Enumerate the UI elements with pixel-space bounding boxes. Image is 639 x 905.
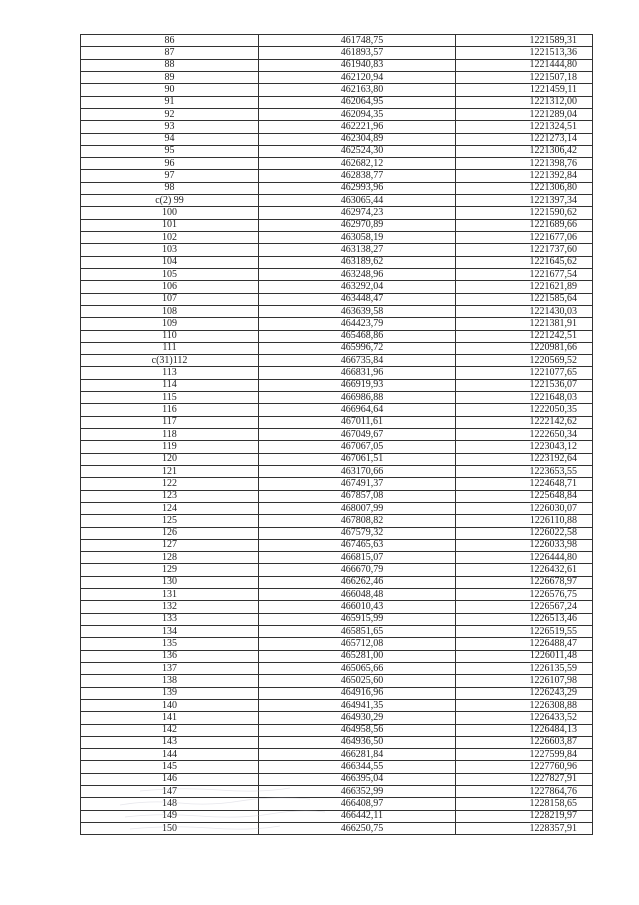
y-coordinate-cell: 1221645,62 [456,256,593,268]
y-coordinate-cell: 1222650,34 [456,429,593,441]
point-number-cell: 113 [81,367,259,379]
x-coordinate-cell: 467067,05 [259,441,456,453]
x-coordinate-cell: 465281,00 [259,650,456,662]
point-number-cell: 95 [81,145,259,157]
point-number-cell: 87 [81,47,259,59]
y-coordinate-cell: 1226603,87 [456,736,593,748]
point-number-cell: 121 [81,465,259,477]
x-coordinate-cell: 464423,79 [259,318,456,330]
y-coordinate-cell: 1226432,61 [456,564,593,576]
point-number-cell: 133 [81,613,259,625]
x-coordinate-cell: 462120,94 [259,71,456,83]
y-coordinate-cell: 1221430,03 [456,305,593,317]
point-number-cell: 147 [81,786,259,798]
table-row [81,318,593,330]
y-coordinate-cell: 1221306,42 [456,145,593,157]
point-number-cell: 94 [81,133,259,145]
x-coordinate-cell: 467011,61 [259,416,456,428]
table-row [81,650,593,662]
table-row [81,244,593,256]
table-row [81,170,593,182]
y-coordinate-cell: 1221306,80 [456,182,593,194]
point-number-cell: 142 [81,724,259,736]
x-coordinate-cell: 462094,35 [259,108,456,120]
x-coordinate-cell: 464941,35 [259,699,456,711]
table-row [81,712,593,724]
point-number-cell: 148 [81,798,259,810]
y-coordinate-cell: 1221507,18 [456,71,593,83]
x-coordinate-cell: 462524,30 [259,145,456,157]
y-coordinate-cell: 1221273,14 [456,133,593,145]
y-coordinate-cell: 1226444,80 [456,552,593,564]
table-row [81,47,593,59]
table-row [81,761,593,773]
point-number-cell: 119 [81,441,259,453]
x-coordinate-cell: 461748,75 [259,35,456,47]
point-number-cell: 128 [81,552,259,564]
table-row [81,773,593,785]
table-row [81,662,593,674]
point-number-cell: 91 [81,96,259,108]
table-row [81,133,593,145]
x-coordinate-cell: 466395,04 [259,773,456,785]
x-coordinate-cell: 466919,93 [259,379,456,391]
table-row [81,71,593,83]
point-number-cell: 131 [81,589,259,601]
x-coordinate-cell: 467579,32 [259,527,456,539]
point-number-cell: c(31)112 [81,355,259,367]
y-coordinate-cell: 1223192,64 [456,453,593,465]
point-number-cell: 126 [81,527,259,539]
x-coordinate-cell: 464958,56 [259,724,456,736]
table-row [81,552,593,564]
point-number-cell: 141 [81,712,259,724]
x-coordinate-cell: 462304,89 [259,133,456,145]
x-coordinate-cell: 463639,58 [259,305,456,317]
x-coordinate-cell: 465468,86 [259,330,456,342]
point-number-cell: 92 [81,108,259,120]
table-row [81,626,593,638]
y-coordinate-cell: 1228219,97 [456,810,593,822]
x-coordinate-cell: 466670,79 [259,564,456,576]
x-coordinate-cell: 465065,66 [259,662,456,674]
point-number-cell: 144 [81,749,259,761]
x-coordinate-cell: 465712,08 [259,638,456,650]
point-number-cell: 122 [81,478,259,490]
point-number-cell: 150 [81,823,259,835]
x-coordinate-cell: 466986,88 [259,392,456,404]
table-row [81,441,593,453]
point-number-cell: 93 [81,121,259,133]
table-row [81,232,593,244]
table-row [81,145,593,157]
table-row [81,687,593,699]
y-coordinate-cell: 1221398,76 [456,158,593,170]
x-coordinate-cell: 462064,95 [259,96,456,108]
table-row [81,195,593,207]
point-number-cell: 137 [81,662,259,674]
table-row [81,281,593,293]
y-coordinate-cell: 1221459,11 [456,84,593,96]
x-coordinate-cell: 462993,96 [259,182,456,194]
table-row [81,355,593,367]
x-coordinate-cell: 468007,99 [259,502,456,514]
y-coordinate-cell: 1228158,65 [456,798,593,810]
point-number-cell: 110 [81,330,259,342]
y-coordinate-cell: 1221677,06 [456,232,593,244]
table-row [81,798,593,810]
y-coordinate-cell: 1221590,62 [456,207,593,219]
table-row [81,527,593,539]
y-coordinate-cell: 1226107,98 [456,675,593,687]
point-number-cell: 127 [81,539,259,551]
y-coordinate-cell: 1221621,89 [456,281,593,293]
x-coordinate-cell: 466964,64 [259,404,456,416]
y-coordinate-cell: 1221677,54 [456,268,593,280]
table-row [81,786,593,798]
y-coordinate-cell: 1221289,04 [456,108,593,120]
y-coordinate-cell: 1221312,00 [456,96,593,108]
y-coordinate-cell: 1221536,07 [456,379,593,391]
y-coordinate-cell: 1228357,91 [456,823,593,835]
point-number-cell: 104 [81,256,259,268]
y-coordinate-cell: 1226011,48 [456,650,593,662]
x-coordinate-cell: 461940,83 [259,59,456,71]
point-number-cell: 143 [81,736,259,748]
x-coordinate-cell: 466250,75 [259,823,456,835]
y-coordinate-cell: 1221444,80 [456,59,593,71]
y-coordinate-cell: 1227599,84 [456,749,593,761]
point-number-cell: 105 [81,268,259,280]
table-row [81,736,593,748]
y-coordinate-cell: 1220569,52 [456,355,593,367]
y-coordinate-cell: 1221737,60 [456,244,593,256]
y-coordinate-cell: 1221589,31 [456,35,593,47]
point-number-cell: 136 [81,650,259,662]
coordinates-table [80,34,593,835]
table-row [81,699,593,711]
y-coordinate-cell: 1226484,13 [456,724,593,736]
table-row [81,219,593,231]
x-coordinate-cell: 464916,96 [259,687,456,699]
y-coordinate-cell: 1220981,66 [456,342,593,354]
x-coordinate-cell: 462838,77 [259,170,456,182]
x-coordinate-cell: 465851,65 [259,626,456,638]
table-row [81,121,593,133]
point-number-cell: 101 [81,219,259,231]
y-coordinate-cell: 1223043,12 [456,441,593,453]
point-number-cell: 120 [81,453,259,465]
x-coordinate-cell: 467061,51 [259,453,456,465]
table-row [81,84,593,96]
x-coordinate-cell: 464930,29 [259,712,456,724]
y-coordinate-cell: 1221381,91 [456,318,593,330]
x-coordinate-cell: 463138,27 [259,244,456,256]
point-number-cell: 111 [81,342,259,354]
x-coordinate-cell: 466735,84 [259,355,456,367]
point-number-cell: 135 [81,638,259,650]
point-number-cell: 138 [81,675,259,687]
point-number-cell: 98 [81,182,259,194]
point-number-cell: 89 [81,71,259,83]
table-row [81,367,593,379]
point-number-cell: 130 [81,576,259,588]
x-coordinate-cell: 462974,23 [259,207,456,219]
y-coordinate-cell: 1226678,97 [456,576,593,588]
y-coordinate-cell: 1226022,58 [456,527,593,539]
point-number-cell: 107 [81,293,259,305]
y-coordinate-cell: 1221648,03 [456,392,593,404]
x-coordinate-cell: 466408,97 [259,798,456,810]
x-coordinate-cell: 466281,84 [259,749,456,761]
table-row [81,478,593,490]
y-coordinate-cell: 1226513,46 [456,613,593,625]
x-coordinate-cell: 463292,04 [259,281,456,293]
x-coordinate-cell: 467465,63 [259,539,456,551]
point-number-cell: 145 [81,761,259,773]
point-number-cell: 149 [81,810,259,822]
point-number-cell: 103 [81,244,259,256]
point-number-cell: 118 [81,429,259,441]
table-row [81,416,593,428]
y-coordinate-cell: 1221513,36 [456,47,593,59]
y-coordinate-cell: 1226243,29 [456,687,593,699]
y-coordinate-cell: 1226033,98 [456,539,593,551]
table-row [81,305,593,317]
point-number-cell: 134 [81,626,259,638]
point-number-cell: 123 [81,490,259,502]
point-number-cell: 114 [81,379,259,391]
table-row [81,96,593,108]
table-row [81,823,593,835]
x-coordinate-cell: 462163,80 [259,84,456,96]
y-coordinate-cell: 1226567,24 [456,601,593,613]
y-coordinate-cell: 1223653,55 [456,465,593,477]
point-number-cell: 115 [81,392,259,404]
y-coordinate-cell: 1221397,34 [456,195,593,207]
point-number-cell: 97 [81,170,259,182]
y-coordinate-cell: 1222142,62 [456,416,593,428]
table-row [81,256,593,268]
point-number-cell: 102 [81,232,259,244]
table-row [81,379,593,391]
y-coordinate-cell: 1226519,55 [456,626,593,638]
y-coordinate-cell: 1226030,07 [456,502,593,514]
point-number-cell: 100 [81,207,259,219]
x-coordinate-cell: 462221,96 [259,121,456,133]
x-coordinate-cell: 465915,99 [259,613,456,625]
y-coordinate-cell: 1222050,35 [456,404,593,416]
table-row [81,158,593,170]
x-coordinate-cell: 466262,46 [259,576,456,588]
table-row [81,490,593,502]
table-row [81,564,593,576]
y-coordinate-cell: 1224648,71 [456,478,593,490]
x-coordinate-cell: 463448,47 [259,293,456,305]
table-row [81,453,593,465]
table-row [81,749,593,761]
x-coordinate-cell: 466048,48 [259,589,456,601]
point-number-cell: 106 [81,281,259,293]
x-coordinate-cell: 467857,08 [259,490,456,502]
x-coordinate-cell: 465025,60 [259,675,456,687]
table-row [81,539,593,551]
y-coordinate-cell: 1221392,84 [456,170,593,182]
x-coordinate-cell: 463170,66 [259,465,456,477]
table-row [81,576,593,588]
table-row [81,392,593,404]
point-number-cell: 96 [81,158,259,170]
x-coordinate-cell: 466815,07 [259,552,456,564]
y-coordinate-cell: 1227760,96 [456,761,593,773]
y-coordinate-cell: 1226576,75 [456,589,593,601]
point-number-cell: 140 [81,699,259,711]
point-number-cell: 109 [81,318,259,330]
table-row [81,342,593,354]
y-coordinate-cell: 1221242,51 [456,330,593,342]
point-number-cell: 116 [81,404,259,416]
y-coordinate-cell: 1225648,84 [456,490,593,502]
y-coordinate-cell: 1226110,88 [456,515,593,527]
y-coordinate-cell: 1226135,59 [456,662,593,674]
point-number-cell: 88 [81,59,259,71]
y-coordinate-cell: 1227864,76 [456,786,593,798]
y-coordinate-cell: 1226488,47 [456,638,593,650]
x-coordinate-cell: 463248,96 [259,268,456,280]
x-coordinate-cell: 463065,44 [259,195,456,207]
x-coordinate-cell: 463189,62 [259,256,456,268]
table-row [81,404,593,416]
point-number-cell: 132 [81,601,259,613]
table-row [81,502,593,514]
point-number-cell: 129 [81,564,259,576]
table-row [81,589,593,601]
table-row [81,515,593,527]
x-coordinate-cell: 466442,11 [259,810,456,822]
table-row [81,35,593,47]
x-coordinate-cell: 466010,43 [259,601,456,613]
table-row [81,268,593,280]
x-coordinate-cell: 467808,82 [259,515,456,527]
x-coordinate-cell: 462682,12 [259,158,456,170]
table-row [81,810,593,822]
x-coordinate-cell: 465996,72 [259,342,456,354]
point-number-cell: 117 [81,416,259,428]
point-number-cell: 125 [81,515,259,527]
x-coordinate-cell: 463058,19 [259,232,456,244]
table-row [81,182,593,194]
point-number-cell: 146 [81,773,259,785]
y-coordinate-cell: 1227827,91 [456,773,593,785]
table-row [81,293,593,305]
point-number-cell: 124 [81,502,259,514]
table-row [81,429,593,441]
table-row [81,465,593,477]
coordinates-table-body [81,35,593,835]
y-coordinate-cell: 1221585,64 [456,293,593,305]
table-row [81,59,593,71]
x-coordinate-cell: 461893,57 [259,47,456,59]
point-number-cell: c(2) 99 [81,195,259,207]
point-number-cell: 139 [81,687,259,699]
table-row [81,675,593,687]
x-coordinate-cell: 466831,96 [259,367,456,379]
table-row [81,613,593,625]
table-row [81,724,593,736]
y-coordinate-cell: 1221324,51 [456,121,593,133]
x-coordinate-cell: 467049,67 [259,429,456,441]
y-coordinate-cell: 1221689,66 [456,219,593,231]
table-row [81,601,593,613]
x-coordinate-cell: 464936,50 [259,736,456,748]
table-row [81,108,593,120]
x-coordinate-cell: 466352,99 [259,786,456,798]
point-number-cell: 86 [81,35,259,47]
point-number-cell: 90 [81,84,259,96]
x-coordinate-cell: 467491,37 [259,478,456,490]
y-coordinate-cell: 1226308,88 [456,699,593,711]
point-number-cell: 108 [81,305,259,317]
table-row [81,330,593,342]
x-coordinate-cell: 462970,89 [259,219,456,231]
y-coordinate-cell: 1226433,52 [456,712,593,724]
y-coordinate-cell: 1221077,65 [456,367,593,379]
table-row [81,207,593,219]
table-row [81,638,593,650]
x-coordinate-cell: 466344,55 [259,761,456,773]
